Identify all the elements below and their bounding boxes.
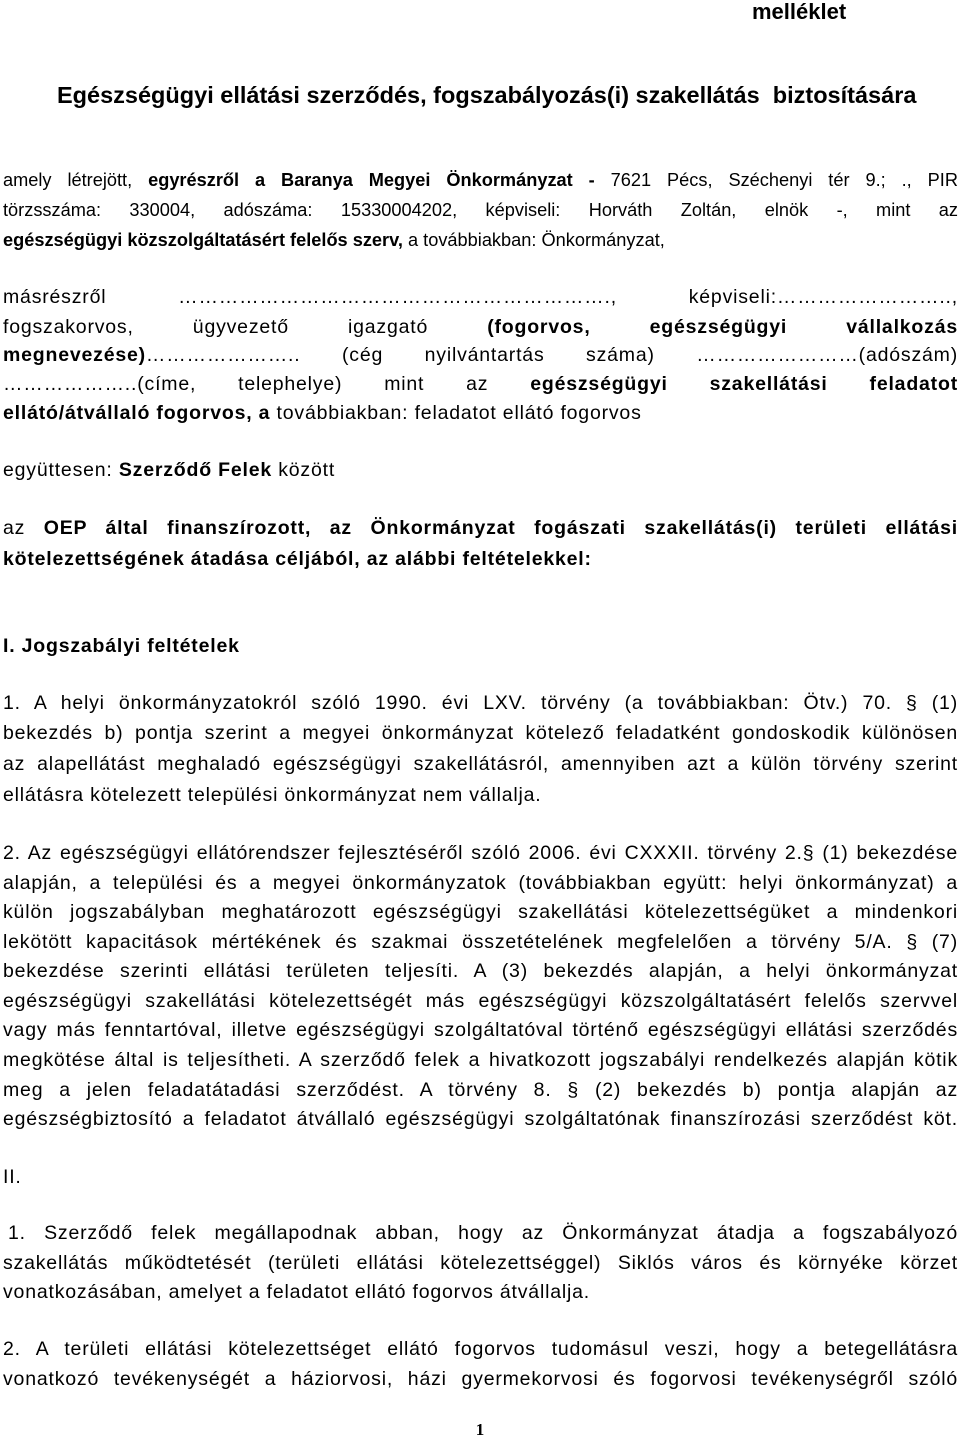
bold-text-run: OEP által finanszírozott, az Önkormányzat fogászati szakellátás(i) területi ellátási	[43, 517, 958, 539]
attachment-label: melléklet	[752, 0, 847, 24]
party-name: egyrészről a Baranya Megyei Önkormányzat -	[148, 170, 595, 190]
text-run: együttesen:	[3, 459, 119, 481]
text-run: a továbbiakban: Önkormányzat,	[402, 230, 665, 250]
bold-text-run: megnevezése)	[3, 344, 146, 366]
text-line	[3, 343, 958, 367]
text-line: megkötése által is teljesítheti. A szerződő felek a hivatkozott jogszabályi rendelkezés alapján kötik	[3, 1049, 958, 1071]
text-line: szakellátás működtetését (területi ellátási kötelezettséggel) Siklós város és környéke körzet	[3, 1252, 958, 1274]
text-line: vagy más fenntartóval, illetve egészségügyi szolgáltatóval történő egészségügyi ellátási szerződés	[3, 1019, 958, 1041]
text-line: 2. A területi ellátási kötelezettséget ellátó fogorvos tudomásul veszi, hogy a betegellátásra	[3, 1338, 958, 1360]
text-run: fogszakorvos, ügyvezető igazgató	[3, 316, 488, 338]
text-line: vonatkozásában, amelyet a feladatot ellátó fogorvos átvállalja.	[3, 1281, 590, 1303]
text-line: egészségügyi szakellátási kötelezettségét más egészségügyi közszolgáltatásért felelős szervvel	[3, 990, 958, 1012]
text-line: vonatkozó tevékenységét a háziorvosi, házi gyermekorvosi és fogorvosi tevékenységről szóló	[3, 1368, 958, 1390]
text-run: között	[272, 459, 336, 481]
section-heading: I. Jogszabályi feltételek	[3, 635, 240, 657]
bold-text-run: Szerződő Felek	[118, 459, 272, 481]
page-number: 1	[475, 1420, 485, 1439]
text-line: 2. Az egészségügyi ellátórendszer fejlesztéséről szóló 2006. évi CXXXII. törvény 2.§ (1) bekezdése	[3, 842, 958, 864]
text-line: meg a jelen feladatátadási szerződést. A törvény 8. § (2) bekezdés b) pontja alapján az	[3, 1079, 958, 1101]
contracting-parties-line	[3, 458, 958, 482]
text-line	[3, 516, 958, 540]
text-line: az alapellátást meghaladó egészségügyi szakellátásról, amennyiben azt a külön törvény szerint	[3, 753, 958, 775]
text-run: 7621 Pécs, Széchenyi tér 9.; ., PIR	[594, 170, 958, 190]
text-line: törzsszáma: 330004, adószáma: 15330004202, képviseli: Horváth Zoltán, elnök -, mint az	[3, 200, 958, 220]
text-line: külön jogszabályban meghatározott egészségügyi szakellátási kötelezettségüket a mindenkori	[3, 901, 958, 923]
text-line: másrészről ………………………………………………………., képviseli:……………………..,	[3, 286, 958, 308]
text-line	[3, 401, 958, 425]
section-heading: II.	[3, 1166, 22, 1188]
bold-text-run: (fogorvos, egészségügyi vállalkozás	[487, 316, 958, 338]
text-line: 1. Szerződő felek megállapodnak abban, hogy az Önkormányzat átadja a fogszabályozó	[8, 1222, 958, 1244]
text-line: lekötött kapacitások mértékének és szakmai összetételének megfelelően a törvény 5/A. § (7)	[3, 931, 958, 953]
document-title: Egészségügyi ellátási szerződés, fogszabályozás(i) szakellátás biztosítására	[57, 82, 917, 108]
text-line	[3, 168, 958, 192]
text-line: egészségbiztosító a feladatot átvállaló egészségügyi szolgáltatónak finanszírozási szerződést köt.	[3, 1108, 958, 1130]
text-line	[3, 372, 958, 396]
text-line: ellátásra kötelezett települési önkormányzat nem vállalja.	[3, 784, 542, 806]
bold-text-run: egészségügyi közszolgáltatásért felelős szerv,	[3, 230, 403, 250]
text-line	[3, 315, 958, 339]
bold-text-run: egészségügyi szakellátási feladatot	[530, 373, 958, 395]
text-run: továbbiakban: feladatot ellátó fogorvos	[270, 402, 642, 424]
text-line	[3, 228, 958, 252]
text-line: bekezdése szerinti ellátási területen teljesíti. A (3) bekezdés alapján, a helyi önkormányzat	[3, 960, 958, 982]
bold-text-run: ellátó/átvállaló fogorvos, a	[3, 402, 271, 424]
text-line: 1. A helyi önkormányzatokról szóló 1990. évi LXV. törvény (a továbbiakban: Ötv.) 70. § (1)	[3, 692, 958, 714]
text-run: ………………..(címe, telephelye) mint az	[3, 373, 531, 395]
text-run: az	[3, 517, 44, 539]
text-run: ………………….. (cég nyilvántartás száma) ……………………(adószám)	[145, 344, 958, 366]
text-line: kötelezettségének átadása céljából, az alábbi feltételekkel:	[3, 548, 592, 570]
text-line: bekezdés b) pontja szerint a megyei önkormányzat kötelező feladatként gondoskodik különösen	[3, 722, 958, 744]
text-run: amely létrejött,	[3, 170, 149, 190]
text-line: alapján, a települési és a megyei önkormányzatok (továbbiakban együtt: helyi önkormányzat) a	[3, 872, 958, 894]
